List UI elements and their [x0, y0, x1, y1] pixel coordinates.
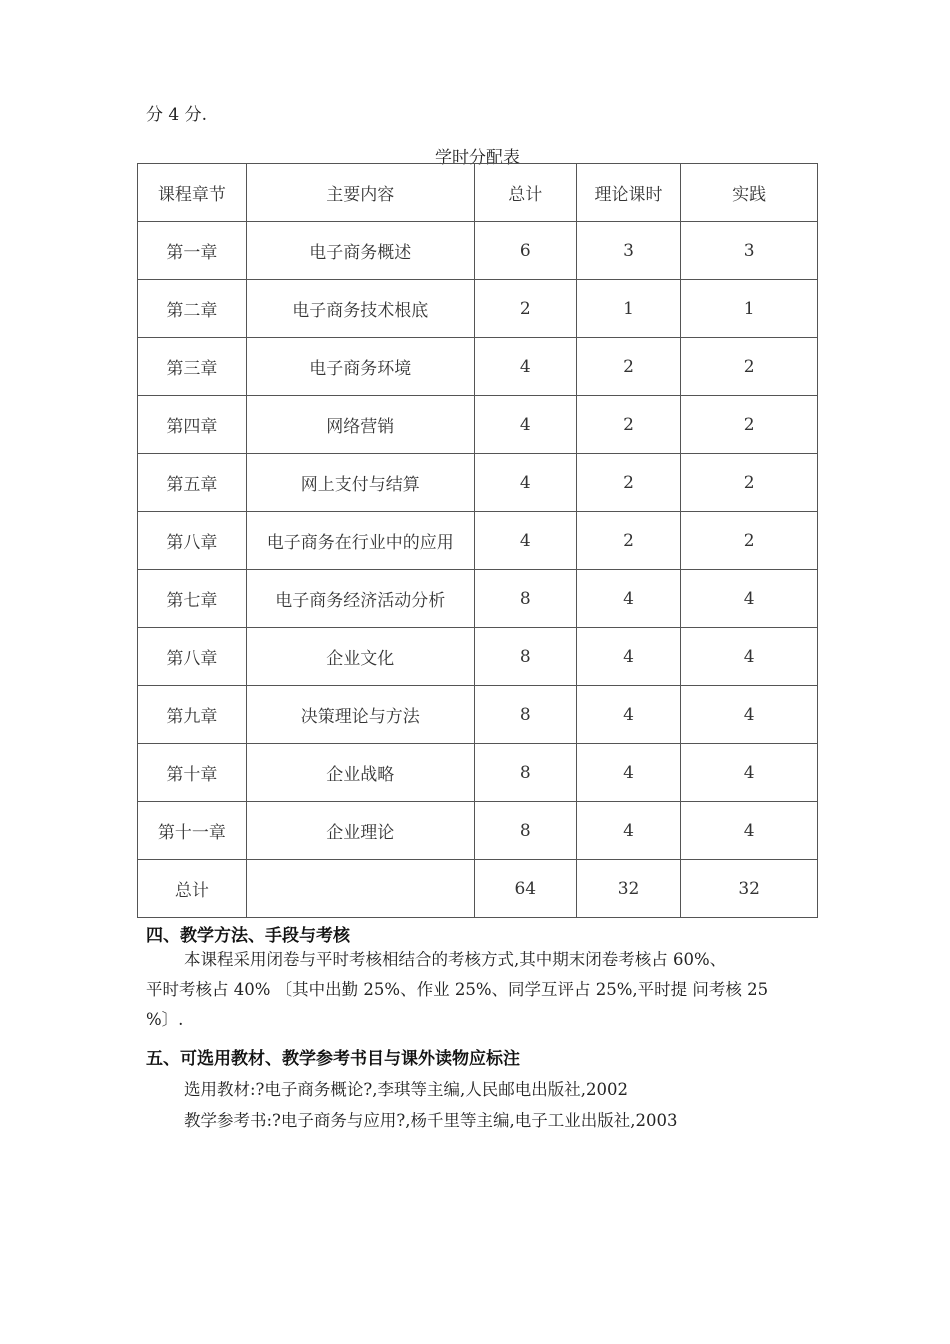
table-cell: 4 — [474, 396, 576, 454]
header-cell: 理论课时 — [576, 164, 681, 222]
table-cell: 2 — [681, 338, 818, 396]
table-cell: 网上支付与结算 — [246, 454, 474, 512]
section-heading: 四、教学方法、手段与考核 — [146, 926, 350, 946]
table-cell: 8 — [474, 570, 576, 628]
table-cell: 32 — [576, 860, 681, 918]
table-cell: 第三章 — [138, 338, 247, 396]
table-cell: 4 — [681, 570, 818, 628]
table-cell: 网络营销 — [246, 396, 474, 454]
table-row — [138, 686, 818, 744]
reference-line: 教学参考书:?电子商务与应用?,杨千里等主编,电子工业出版社,2003 — [184, 1111, 678, 1130]
table-cell: 企业文化 — [246, 628, 474, 686]
table-cell: 电子商务技术根底 — [246, 280, 474, 338]
table-cell: 第十章 — [138, 744, 247, 802]
table-cell: 第七章 — [138, 570, 247, 628]
table-cell: 1 — [681, 280, 818, 338]
table-cell: 64 — [474, 860, 576, 918]
table-cell: 第十一章 — [138, 802, 247, 860]
table-cell: 4 — [474, 338, 576, 396]
table-cell: 第一章 — [138, 222, 247, 280]
textbook-line: 选用教材:?电子商务概论?,李琪等主编,人民邮电出版社,2002 — [184, 1080, 628, 1099]
table-cell: 2 — [576, 396, 681, 454]
table-row — [138, 280, 818, 338]
table-row — [138, 512, 818, 570]
table-cell: 企业理论 — [246, 802, 474, 860]
table-cell: 2 — [576, 338, 681, 396]
table-row — [138, 744, 818, 802]
table-cell: 4 — [576, 802, 681, 860]
table-cell: 4 — [681, 628, 818, 686]
table-cell: 电子商务经济活动分析 — [246, 570, 474, 628]
table-row — [138, 454, 818, 512]
table-row — [138, 396, 818, 454]
table-cell: 4 — [474, 454, 576, 512]
table-cell: 2 — [681, 454, 818, 512]
table-cell: 决策理论与方法 — [246, 686, 474, 744]
assessment-paragraph — [146, 945, 818, 1035]
table-cell: 3 — [576, 222, 681, 280]
table-cell: 4 — [576, 628, 681, 686]
table-cell: 第八章 — [138, 512, 247, 570]
table-cell: 8 — [474, 628, 576, 686]
table-cell: 4 — [681, 744, 818, 802]
table-cell: 1 — [576, 280, 681, 338]
table-cell: 32 — [681, 860, 818, 918]
table-row — [138, 222, 818, 280]
paragraph-line: 本课程采用闭卷与平时考核相结合的考核方式,其中期末闭卷考核占 60%、 — [184, 950, 727, 969]
table-cell: 4 — [681, 686, 818, 744]
table-cell: 电子商务环境 — [246, 338, 474, 396]
table-cell: 3 — [681, 222, 818, 280]
table-cell: 4 — [576, 570, 681, 628]
header-cell: 主要内容 — [246, 164, 474, 222]
table-cell: 8 — [474, 744, 576, 802]
table-row — [138, 628, 818, 686]
table-cell: 第八章 — [138, 628, 247, 686]
header-cell: 课程章节 — [138, 164, 247, 222]
paragraph-line: %〕. — [146, 1010, 184, 1029]
table-row — [138, 860, 818, 918]
table-cell: 8 — [474, 802, 576, 860]
table-cell: 电子商务概述 — [246, 222, 474, 280]
table-cell: 4 — [576, 744, 681, 802]
table-cell: 电子商务在行业中的应用 — [246, 512, 474, 570]
paragraph-line: 平时考核占 40% 〔其中出勤 25%、作业 25%、同学互评占 25%,平时提 问考核 25 — [146, 980, 769, 999]
table-row — [138, 802, 818, 860]
header-cell: 实践 — [681, 164, 818, 222]
table-caption: 学时分配表 — [435, 148, 520, 168]
table-cell: 4 — [474, 512, 576, 570]
table-cell: 2 — [681, 396, 818, 454]
hours-allocation-table — [137, 163, 818, 918]
table-cell: 第五章 — [138, 454, 247, 512]
table-cell: 总计 — [138, 860, 247, 918]
table-cell: 2 — [474, 280, 576, 338]
table-cell: 6 — [474, 222, 576, 280]
table-cell: 8 — [474, 686, 576, 744]
continued-text: 分 4 分. — [146, 105, 208, 125]
table-cell — [246, 860, 474, 918]
table-header-row — [138, 164, 818, 222]
section-heading: 五、可选用教材、教学参考书目与课外读物应标注 — [146, 1049, 520, 1069]
table-cell: 4 — [681, 802, 818, 860]
table-cell: 第九章 — [138, 686, 247, 744]
table-row — [138, 570, 818, 628]
table-cell: 2 — [576, 454, 681, 512]
header-cell: 总计 — [474, 164, 576, 222]
table-cell: 第四章 — [138, 396, 247, 454]
table-cell: 2 — [576, 512, 681, 570]
table-cell: 企业战略 — [246, 744, 474, 802]
table-row — [138, 338, 818, 396]
table-cell: 4 — [576, 686, 681, 744]
table-cell: 2 — [681, 512, 818, 570]
table-cell: 第二章 — [138, 280, 247, 338]
